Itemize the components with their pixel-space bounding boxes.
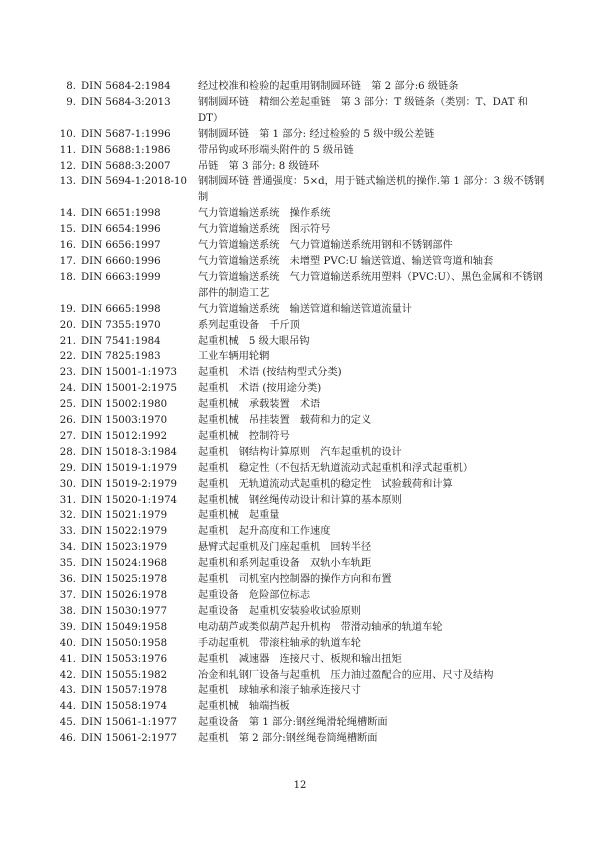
standard-title: 起重机 减速器 连接尺寸、板规和输出扭矩 (198, 653, 402, 665)
list-item (0, 652, 600, 668)
list-item (0, 731, 600, 747)
list-item (0, 556, 600, 572)
list-item (0, 699, 600, 715)
list-item (0, 493, 600, 509)
standard-code: DIN 15022:1979 (81, 526, 168, 538)
entry-number: 12. (59, 160, 76, 172)
list-item (0, 79, 600, 95)
standard-title: 起重机 术语 (按结构型式分类) (198, 367, 342, 379)
standard-title: 气力管道输送系统 气力管道输送系统用钢和不锈钢部件 (198, 240, 453, 252)
entry-number: 29. (59, 462, 76, 474)
standard-title: 起重机械 承载装置 术语 (198, 399, 321, 411)
entry-number: 25. (59, 399, 76, 411)
entry-number: 17. (59, 255, 76, 267)
standard-code: DIN 15050:1958 (81, 637, 168, 649)
entry-number: 35. (59, 558, 76, 570)
entry-number: 20. (59, 319, 76, 331)
standard-code: DIN 15018-3:1984 (81, 446, 178, 458)
entry-number: 10. (59, 128, 76, 140)
standard-title: 起重机械 5 级大眼吊钩 (198, 335, 310, 347)
standard-code: DIN 5688:3:2007 (81, 160, 171, 172)
list-item (0, 477, 600, 493)
entry-number: 38. (59, 605, 76, 617)
standard-title: 起重机械 轴端挡板 (198, 701, 290, 713)
standard-title: 气力管道输送系统 操作系统 (198, 208, 331, 220)
standard-code: DIN 15019-2:1979 (81, 478, 178, 490)
list-item (0, 318, 600, 334)
standards-list (0, 79, 600, 747)
list-item (0, 381, 600, 397)
entry-number: 15. (59, 224, 76, 236)
entry-number: 34. (59, 542, 76, 554)
standard-code: DIN 15012:1992 (81, 430, 168, 442)
standard-code: DIN 6654:1996 (81, 224, 161, 236)
standard-title: 起重设备 危险部位标志 (198, 590, 311, 601)
list-item (0, 222, 600, 238)
entry-number: 21. (59, 335, 76, 347)
entry-number: 27. (59, 430, 76, 442)
standard-title: 起重机械 起重量 (198, 510, 280, 522)
standard-title: 电动葫芦或类似葫芦起升机构 带滑动轴承的轨道车轮 (198, 621, 443, 633)
standard-code: DIN 15061-1:1977 (81, 717, 178, 729)
standard-title: 起重设备 起重机安装验收试验原则 (198, 605, 361, 617)
entry-number: 30. (59, 478, 76, 490)
standard-title: 起重机械 钢丝绳传动设计和计算的基本原则 (198, 494, 402, 506)
list-item (0, 524, 600, 540)
standard-code: DIN 7355:1970 (81, 319, 161, 331)
standard-code: DIN 15002:1980 (81, 399, 168, 411)
standard-title: 工业车辆用轮辋 (198, 351, 270, 363)
entry-number: 9. (66, 96, 76, 108)
list-item (0, 604, 600, 620)
list-item (0, 397, 600, 413)
entry-number: 22. (59, 351, 76, 363)
standard-code: DIN 6663:1999 (81, 271, 161, 283)
standard-code: DIN 15021:1979 (81, 510, 168, 522)
list-item (0, 620, 600, 636)
standard-title: 起重机械 控制符号 (198, 430, 290, 442)
standard-title: 起重机 术语 (按用途分类) (198, 383, 322, 395)
entry-number: 43. (59, 685, 76, 697)
list-item (0, 127, 600, 143)
standard-title: 起重机 钢结构计算原则 汽车起重机的设计 (198, 446, 402, 458)
standard-title: 起重机 无轨道流动式起重机的稳定性 试验载荷和计算 (198, 478, 453, 490)
list-item (0, 159, 600, 175)
standard-code: DIN 15053:1976 (81, 653, 168, 665)
entry-number: 8. (66, 81, 76, 92)
list-item (0, 174, 600, 206)
standard-title: 钢制圆环链 普通强度：5×d，用于链式输送机的操作.第 1 部分：3 级不锈钢制 (198, 176, 545, 204)
standard-title: 起重机和系列起重设备 双轨小车轨距 (198, 558, 372, 570)
standard-title: 起重机 起升高度和工作速度 (198, 526, 331, 538)
standard-code: DIN 15058:1974 (81, 701, 168, 713)
list-item (0, 683, 600, 699)
standard-code: DIN 15057:1978 (81, 685, 168, 697)
standard-code: DIN 15019-1:1979 (81, 462, 178, 474)
standard-title: 手动起重机 带滚柱轴承的轨道车轮 (198, 637, 361, 649)
standard-title: 系列起重设备 千斤顶 (198, 319, 300, 331)
standard-code: DIN 15049:1958 (81, 621, 168, 633)
entry-number: 37. (59, 590, 76, 601)
list-item (0, 508, 600, 524)
standard-code: DIN 15030:1977 (81, 605, 168, 617)
entry-number: 23. (59, 367, 76, 379)
standard-code: DIN 15025:1978 (81, 574, 168, 586)
entry-number: 40. (59, 637, 76, 649)
standard-code: DIN 15024:1968 (81, 558, 168, 570)
list-item (0, 429, 600, 445)
standard-code: DIN 15003:1970 (81, 415, 168, 427)
list-item (0, 302, 600, 318)
standard-code: DIN 5687-1:1996 (81, 128, 171, 140)
standard-code: DIN 15055:1982 (81, 669, 168, 681)
list-item (0, 445, 600, 461)
standard-code: DIN 6665:1998 (81, 303, 161, 315)
standard-code: DIN 15020-1:1974 (81, 494, 178, 506)
entry-number: 46. (59, 733, 76, 745)
entry-number: 39. (59, 621, 76, 633)
entry-number: 18. (59, 271, 76, 283)
standard-code: DIN 5694-1:2018-10 (81, 176, 187, 188)
standard-title: 钢制圆环链 精细公差起重链 第 3 部分：T 级链条（类别：T、DAT 和 DT） (198, 96, 528, 124)
list-item (0, 588, 600, 604)
list-item (0, 572, 600, 588)
entry-number: 19. (59, 303, 76, 315)
list-item (0, 668, 600, 684)
standard-code: DIN 15001-2:1975 (81, 383, 178, 395)
standard-title: 带吊钩或环形端头附件的 5 级吊链 (198, 144, 354, 156)
list-item (0, 206, 600, 222)
entry-number: 33. (59, 526, 76, 538)
entry-number: 41. (59, 653, 76, 665)
list-item (0, 334, 600, 350)
entry-number: 36. (59, 574, 76, 586)
standard-title: 气力管道输送系统 未增塑 PVC:U 输送管道、输送管弯道和轴套 (198, 255, 494, 267)
list-item (0, 413, 600, 429)
standard-title: 经过校准和检验的起重用钢制圆环链 第 2 部分:6 级链条 (198, 81, 459, 92)
list-item (0, 715, 600, 731)
entry-number: 31. (59, 494, 76, 506)
standard-title: 气力管道输送系统 输送管道和输送管道流量计 (198, 303, 412, 315)
standard-title: 起重机械 吊挂装置 载荷和力的定义 (198, 415, 372, 427)
page-number: 12 (293, 780, 307, 791)
standard-title: 吊链 第 3 部分: 8 级链环 (198, 160, 320, 172)
standard-title: 起重机 稳定性（不包括无轨道流动式起重机和浮式起重机） (198, 462, 474, 474)
standard-code: DIN 5688:1:1986 (81, 144, 171, 156)
standard-code: DIN 15026:1978 (81, 590, 168, 601)
standard-code: DIN 5684-2:1984 (81, 81, 171, 92)
standard-title: 气力管道输送系统 气力管道输送系统用塑料（PVC:U）、黑色金属和不锈钢部件的制造工艺 (198, 271, 543, 299)
entry-number: 44. (59, 701, 76, 713)
standard-code: DIN 15001-1:1973 (81, 367, 178, 379)
standard-title: 起重机 司机室内控制器的操作方向和布置 (198, 574, 392, 586)
standard-code: DIN 6651:1998 (81, 208, 161, 220)
standard-title: 起重机 第 2 部分:钢丝绳卷筒绳槽断面 (198, 733, 378, 745)
entry-number: 14. (59, 208, 76, 220)
standard-code: DIN 5684-3:2013 (81, 96, 171, 108)
list-item (0, 254, 600, 270)
standard-title: 气力管道输送系统 图示符号 (198, 224, 331, 236)
list-item (0, 349, 600, 365)
list-item (0, 270, 600, 302)
standard-title: 钢制圆环链 第 1 部分: 经过检验的 5 级中级公差链 (198, 128, 435, 140)
entry-number: 45. (59, 717, 76, 729)
list-item (0, 238, 600, 254)
list-item (0, 461, 600, 477)
entry-number: 42. (59, 669, 76, 681)
entry-number: 32. (59, 510, 76, 522)
entry-number: 24. (59, 383, 76, 395)
list-item (0, 540, 600, 556)
standard-code: DIN 7541:1984 (81, 335, 161, 347)
list-item (0, 143, 600, 159)
entry-number: 28. (59, 446, 76, 458)
list-item (0, 636, 600, 652)
standard-code: DIN 6656:1997 (81, 240, 161, 252)
standard-title: 悬臂式起重机及门座起重机 回转半径 (198, 542, 372, 554)
entry-number: 16. (59, 240, 76, 252)
standard-code: DIN 15023:1979 (81, 542, 168, 554)
entry-number: 26. (59, 415, 76, 427)
standard-code: DIN 6660:1996 (81, 255, 161, 267)
standard-code: DIN 7825:1983 (81, 351, 161, 363)
list-item (0, 365, 600, 381)
list-item (0, 95, 600, 127)
standard-code: DIN 15061-2:1977 (81, 733, 178, 745)
standard-title: 冶金和轧钢厂设备与起重机 压力油过盈配合的应用、尺寸及结构 (198, 669, 494, 681)
standard-title: 起重设备 第 1 部分:钢丝绳滑轮绳槽断面 (198, 717, 388, 729)
entry-number: 13. (59, 176, 76, 188)
standard-title: 起重机 球轴承和滚子轴承连接尺寸 (198, 685, 361, 697)
entry-number: 11. (59, 144, 76, 156)
